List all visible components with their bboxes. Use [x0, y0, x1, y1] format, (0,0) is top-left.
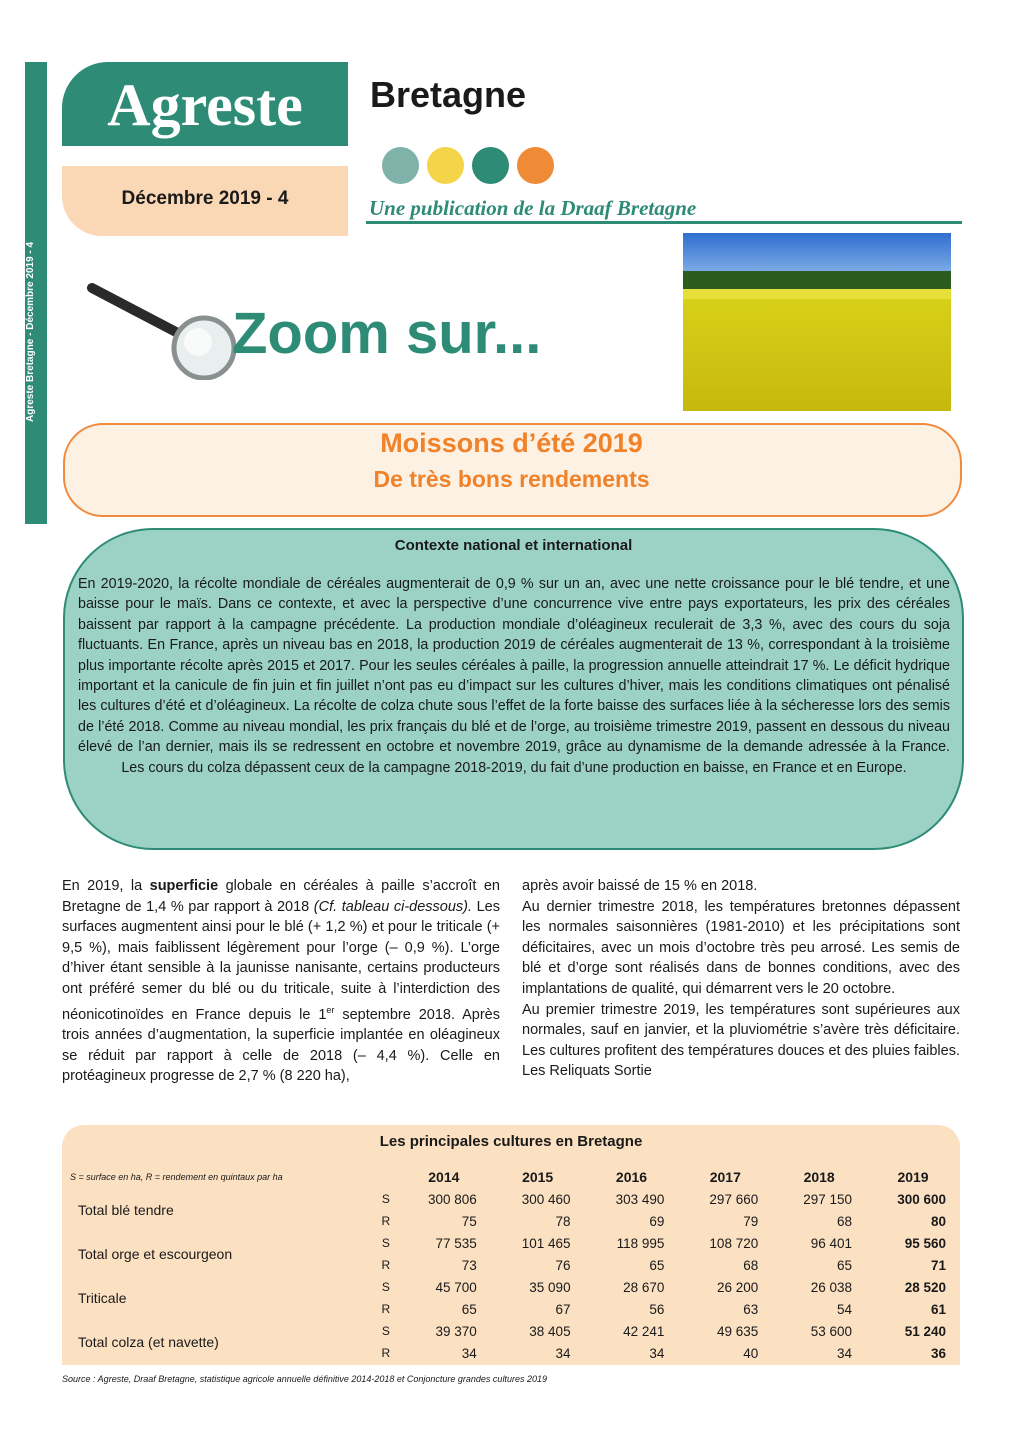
- decor-dot-4: [517, 147, 554, 184]
- yield-cell: 63: [743, 1301, 759, 1317]
- surface-cell: 53 600: [810, 1323, 853, 1339]
- decor-dot-2: [427, 147, 464, 184]
- tagline-rule: [366, 221, 962, 224]
- superscript: er: [326, 1004, 335, 1015]
- surface-cell: 51 240: [904, 1323, 946, 1339]
- year-header: 2019: [897, 1169, 929, 1185]
- crops-table: [70, 1166, 960, 1364]
- surface-cell: 77 535: [435, 1235, 477, 1251]
- yield-cell: 65: [461, 1301, 477, 1317]
- yield-cell: 34: [555, 1345, 571, 1361]
- body-paragraph-right-3: Au premier trimestre 2019, les températures sont supérieures aux normales, sauf en janvier, et la pluviométrie s’avère très déficitaire. Les cultures profitent des températures douces et des pluies faibles. Les Reliquats Sortie: [522, 1001, 960, 1080]
- yield-cell: 61: [930, 1301, 946, 1317]
- crops-table-body: [70, 1166, 960, 1364]
- surface-marker: S: [381, 1324, 390, 1338]
- headline-subtitle: De très bons rendements: [373, 466, 650, 492]
- year-header: 2018: [803, 1169, 835, 1185]
- yield-cell: 68: [743, 1257, 759, 1273]
- source-note: Source : Agreste, Draaf Bretagne, statistique agricole annuelle définitive 2014-2018 et Conjoncture grandes cultures 2019: [62, 1374, 547, 1384]
- yield-cell: 71: [930, 1257, 946, 1273]
- rapeseed-field-photo: [683, 233, 951, 411]
- yield-cell: 56: [649, 1301, 665, 1317]
- surface-cell: 28 670: [623, 1279, 665, 1295]
- surface-cell: 28 520: [904, 1279, 946, 1295]
- year-header: 2016: [615, 1169, 648, 1185]
- yield-cell: 68: [837, 1213, 853, 1229]
- surface-cell: 303 490: [615, 1191, 665, 1207]
- yield-marker: R: [381, 1302, 391, 1316]
- surface-cell: 108 720: [709, 1235, 759, 1251]
- yield-marker: R: [381, 1214, 391, 1228]
- surface-marker: S: [381, 1192, 390, 1206]
- year-header: 2014: [428, 1169, 460, 1185]
- magnifier-icon: [86, 280, 236, 380]
- logo-text: Agreste: [107, 72, 303, 138]
- surface-marker: S: [381, 1236, 390, 1250]
- blank-cell: [375, 1166, 397, 1188]
- surface-cell: 297 660: [709, 1191, 759, 1207]
- table-row: [70, 1276, 960, 1298]
- surface-cell: 101 465: [521, 1235, 571, 1251]
- text-run-bold: superficie: [149, 878, 219, 894]
- yield-cell: 34: [649, 1345, 665, 1361]
- crop-label: Total orge et escourgeon: [78, 1246, 233, 1262]
- text-run: Les surfaces augmentent ainsi pour le blé (+ 1,2 %) et pour le triticale (+ 9,5 %), mais faiblissent légèrement pour l’orge (– 0,9 %). L’orge d’hiver étant sensible à la jaunisse nanisante, certains producteurs ont préféré semer du blé ou du triticale, suite à l’interdiction des néonicotinoïdes en France depuis le 1: [62, 898, 500, 1023]
- yield-cell: 65: [837, 1257, 853, 1273]
- surface-cell: 95 560: [904, 1235, 946, 1251]
- surface-cell: 118 995: [616, 1235, 665, 1251]
- surface-cell: 26 200: [716, 1279, 759, 1295]
- context-paragraph: En 2019-2020, la récolte mondiale de céréales augmenterait de 0,9 % sur un an, avec une nette croissance pour le blé tendre, et une baisse pour le maïs. Dans ce contexte, et avec la perspective d’une concurrence vive entre pays exportateurs, les prix des céréales baissent par rapport à la campagne précédente. La production mondiale d’oléagineux reculerait de 3,3 %, avec des cours du soja fluctuants. En France, après un niveau bas en 2018, la production 2019 de céréales augmenterait de 13 %, correspondant à la troisième plus importante récolte après 2015 et 2017. Pour les seules céréales à paille, la progression annuelle atteindrait 17 %. Le déficit hydrique important et la canicule de fin juin et fin juillet n’ont pas eu d’impact sur les cultures d’hiver, mais les conditions climatiques ont pénalisé les cultures d’été et d’oléagineux. La récolte de colza chute sous l’effet de la forte baisse des surfaces liée à la sécheresse lors des semis de l’été 2018. Comme au niveau mondial, les prix français du blé et de l’orge, au troisième trimestre 2019, passent en dessous du niveau élevé de l’an dernier, mais ils se redressent en octobre et novembre 2019, grâce au dynamisme de la demande adressée à la France. Les cours du colza dépassent ceux de la campagne 2018-2019, du fait d’une production en baisse, en France et en Europe.: [78, 576, 950, 776]
- yield-cell: 34: [461, 1345, 477, 1361]
- table-title: Les principales cultures en Bretagne: [379, 1133, 643, 1150]
- surface-marker: S: [381, 1280, 390, 1294]
- table-note: S = surface en ha, R = rendement en quintaux par ha: [70, 1172, 283, 1182]
- zoom-title: Zoom sur...: [232, 301, 542, 366]
- surface-cell: 38 405: [529, 1323, 571, 1339]
- surface-cell: 26 038: [810, 1279, 853, 1295]
- text-run: globale en céréales à paille s’accroît en Bretagne de 1,4 % par rapport à 2018: [62, 878, 500, 915]
- surface-cell: 45 700: [435, 1279, 477, 1295]
- surface-cell: 300 806: [427, 1191, 477, 1207]
- side-label: Agreste Bretagne - Décembre 2019 - 4: [25, 241, 36, 422]
- surface-cell: 96 401: [810, 1235, 853, 1251]
- year-header: 2017: [709, 1169, 741, 1185]
- crop-label: Total blé tendre: [78, 1202, 174, 1218]
- yield-cell: 54: [837, 1301, 853, 1317]
- publication-tagline: Une publication de la Draaf Bretagne: [369, 196, 697, 220]
- issue-date: Décembre 2019 - 4: [121, 188, 289, 209]
- yield-marker: R: [381, 1258, 391, 1272]
- yield-cell: 40: [743, 1345, 759, 1361]
- crop-label: Triticale: [78, 1290, 127, 1306]
- crop-label: Total colza (et navette): [78, 1334, 219, 1350]
- surface-cell: 300 460: [521, 1191, 571, 1207]
- yield-cell: 80: [930, 1213, 946, 1229]
- table-row: [70, 1320, 960, 1342]
- yield-cell: 34: [837, 1345, 853, 1361]
- context-title: Contexte national et international: [394, 537, 633, 554]
- surface-cell: 42 241: [623, 1323, 665, 1339]
- yield-cell: 36: [930, 1345, 946, 1361]
- surface-cell: 35 090: [529, 1279, 571, 1295]
- region-title: Bretagne: [370, 74, 527, 115]
- surface-cell: 39 370: [435, 1323, 477, 1339]
- year-header: 2015: [522, 1169, 554, 1185]
- text-run-italic: (Cf. tableau ci-dessous).: [313, 898, 473, 915]
- body-paragraph-right-2: Au dernier trimestre 2018, les températures bretonnes dépassent les normales saisonnières (1981-2010) et les précipitations sont déficitaires, avec un mois d’octobre très peu arrosé. Les semis de blé et d’orge sont réalisés dans de bonnes conditions, avec des implantations de qualité, qui démarrent vers le 20 octobre.: [522, 898, 960, 997]
- surface-cell: 49 635: [716, 1323, 759, 1339]
- surface-cell: 300 600: [897, 1191, 946, 1207]
- text-run: En 2019, la: [62, 878, 150, 894]
- yield-cell: 73: [461, 1257, 477, 1273]
- body-paragraph-right-1: après avoir baissé de 15 % en 2018.: [522, 878, 758, 894]
- text-run: septembre 2018. Après trois années d’augmentation, la superficie implantée en oléagineux se réduit par rapport à celle de 2018 (– 4,4 %). Celle en protéagineux progresse de 2,7 % (8 220 ha),: [62, 1006, 500, 1085]
- surface-cell: 297 150: [803, 1191, 853, 1207]
- yield-cell: 67: [555, 1301, 571, 1317]
- headline-title: Moissons d’été 2019: [380, 428, 643, 458]
- decor-dot-1: [382, 147, 419, 184]
- yield-cell: 78: [555, 1213, 571, 1229]
- body-column-right: [522, 876, 960, 1082]
- yield-cell: 76: [555, 1257, 571, 1273]
- body-paragraph-left: [62, 876, 500, 1087]
- yield-cell: 65: [649, 1257, 665, 1273]
- table-row: [70, 1188, 960, 1210]
- yield-cell: 69: [649, 1213, 665, 1229]
- body-column-left: [62, 876, 500, 1087]
- decor-dot-3: [472, 147, 509, 184]
- yield-cell: 75: [461, 1213, 477, 1229]
- table-header-row: [70, 1166, 960, 1188]
- table-row: [70, 1232, 960, 1254]
- yield-cell: 79: [743, 1213, 759, 1229]
- yield-marker: R: [381, 1346, 391, 1360]
